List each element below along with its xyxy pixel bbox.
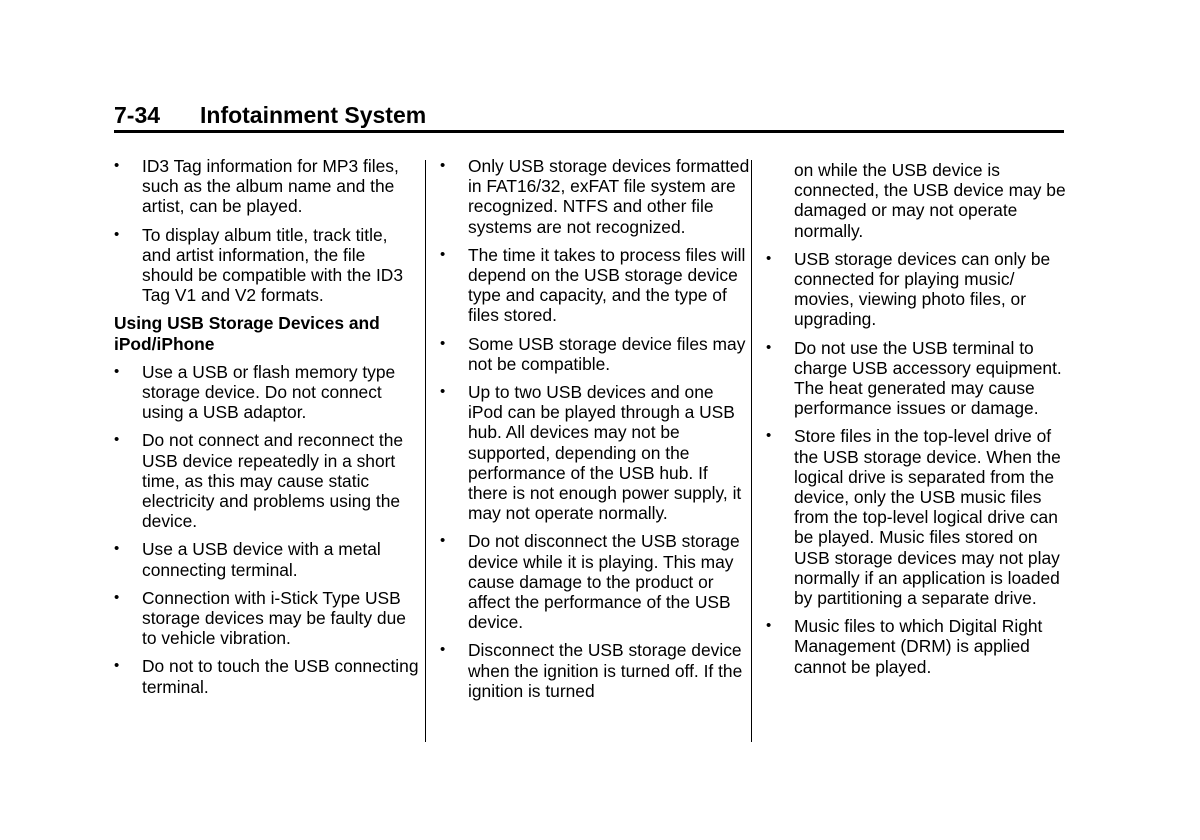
list-item (440, 334, 750, 374)
bullet-icon: • (440, 157, 446, 174)
subheading-usb-storage: Using USB Storage Devices and iPod/iPhone (114, 313, 380, 354)
bullet-icon: • (114, 540, 120, 558)
list-item-text: Store files in the top-level drive of the USB storage device. When the logical drive is separated from the device, only the USB music files from the top-level logical drive can be played. Music files stored on USB storage devices may not play normally if an application is loaded by partitioning a separate drive. (794, 426, 1061, 609)
list-item (440, 245, 750, 326)
list-item-text: USB storage devices can only be connected for playing music/ movies, viewing photo files, or upgrading. (794, 248, 1051, 330)
bullet-icon: • (114, 431, 120, 449)
bullet-icon: • (766, 427, 772, 445)
list-item-text: Do not disconnect the USB storage device while it is playing. This may cause damage to the product or affect the performance of the USB device. (468, 531, 740, 633)
list-item (440, 531, 750, 632)
list-item-text: Only USB storage devices formatted in FAT16/32, exFAT file system are recognized. NTFS and other file systems are not recognized. (468, 156, 750, 237)
list-item (766, 616, 1071, 677)
list-item (114, 362, 419, 423)
list-item-text: ID3 Tag information for MP3 files, such as the album name and the artist, can be played. (142, 156, 399, 217)
bullet-icon: • (114, 362, 120, 380)
list-item-text: Music files to which Digital Right Management (DRM) is applied cannot be played. (794, 616, 1043, 677)
list-item (440, 156, 750, 237)
list-item-text: Do not to touch the USB connecting terminal. (142, 656, 419, 697)
bullet-icon: • (114, 657, 120, 675)
list-item-text: The time it takes to process files will depend on the USB storage device type and capacity, and the type of files stored. (468, 244, 746, 326)
page-header (114, 100, 1064, 133)
column-divider (751, 160, 752, 742)
list-item-text: Up to two USB devices and one iPod can be played through a USB hub. All devices may not be supported, depending on the performance of the USB hub. If there is not enough power supply, it may not operate normally. (468, 382, 742, 524)
column-3 (766, 156, 1071, 685)
column-divider (425, 160, 426, 742)
list-item-text: Do not use the USB terminal to charge USB accessory equipment. The heat generated may cause performance issues or damage. (794, 337, 1062, 419)
bullet-icon: • (114, 588, 120, 606)
list-item (766, 338, 1071, 419)
list-item (114, 588, 419, 649)
list-item (440, 640, 750, 701)
list-item (440, 382, 750, 523)
column-1 (114, 156, 419, 705)
list-item (114, 539, 419, 579)
bullet-icon: • (440, 532, 446, 550)
continued-text: on while the USB device is connected, the USB device may be damaged or may not operate normally. (794, 160, 1066, 241)
list-item-text: Do not connect and reconnect the USB device repeatedly in a short time, as this may cause static electricity and problems using the device. (142, 430, 404, 532)
list-item-text: To display album title, track title, and artist information, the file should be compatible with the ID3 Tag V1 and V2 formats. (142, 224, 404, 306)
bullet-list-top (114, 156, 419, 305)
bullet-icon: • (440, 245, 446, 263)
bullet-icon: • (440, 641, 446, 659)
list-item-text: Disconnect the USB storage device when the ignition is turned off. If the ignition is turned (468, 640, 743, 701)
list-item-text: Connection with i-Stick Type USB storage devices may be faulty due to vehicle vibration. (142, 587, 406, 649)
bullet-icon: • (766, 617, 772, 635)
section-title: Infotainment System (200, 102, 427, 128)
list-item-text: Some USB storage device files may not be compatible. (468, 333, 746, 374)
bullet-icon: • (766, 338, 772, 356)
list-item (114, 156, 419, 217)
bullet-list (440, 156, 750, 701)
bullet-icon: • (766, 249, 772, 267)
list-item-text: Use a USB or flash memory type storage device. Do not connect using a USB adaptor. (142, 361, 396, 423)
bullet-list-bottom (114, 362, 419, 697)
bullet-icon: • (440, 334, 446, 352)
list-item (766, 249, 1071, 330)
list-item (114, 430, 419, 531)
bullet-icon: • (114, 225, 120, 243)
bullet-list (766, 249, 1071, 677)
bullet-icon: • (440, 383, 446, 401)
list-item-text: Use a USB device with a metal connecting terminal. (142, 539, 381, 580)
list-item (114, 656, 419, 696)
bullet-icon: • (114, 157, 120, 174)
list-item (114, 225, 419, 306)
column-2 (440, 156, 750, 709)
page-number: 7-34 (114, 102, 161, 128)
list-item (766, 426, 1071, 608)
